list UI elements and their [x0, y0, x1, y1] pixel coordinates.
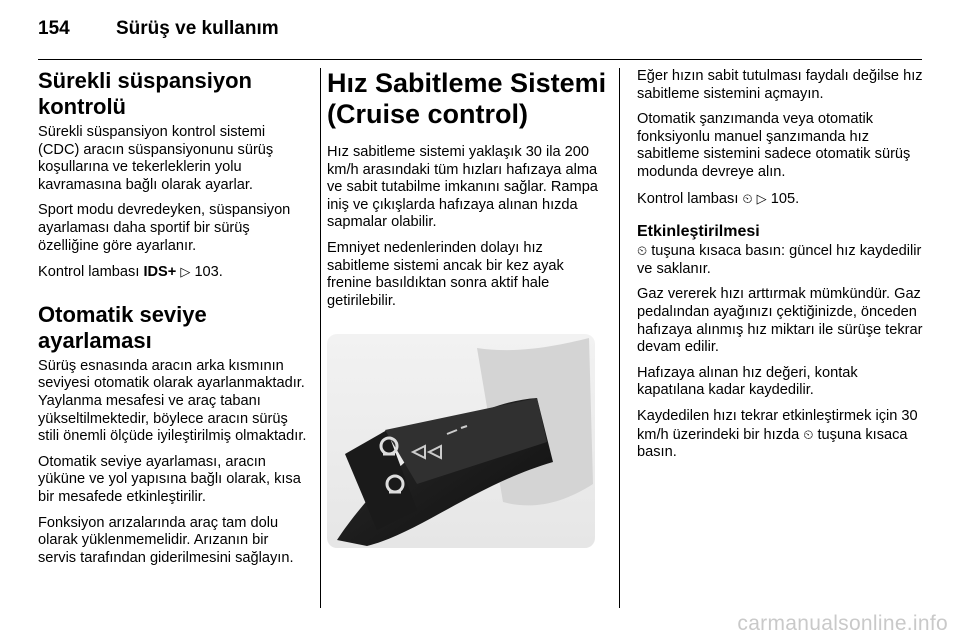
column-divider [320, 68, 321, 608]
heading-activation: Etkinleştirilmesi [637, 223, 760, 241]
paragraph: Sürüş esnasında aracın arka kısmının seviyesi otomatik olarak ayarlanmaktadır. Yaylanma mesafesi ve araç tabanı yükseltilmektedir, böylece aracın sürüş stili önemli ölçüde iyileştirilmiş olmaktadır. [38, 357, 307, 445]
triangle-ref-icon: ▷ [180, 264, 191, 280]
resume-icon: ⏲ [803, 426, 814, 442]
cruise-lever-illustration [327, 334, 595, 548]
triangle-ref-icon: ▷ [756, 190, 767, 206]
section-title: Sürüş ve kullanım [116, 18, 279, 39]
page-ref: 103. [194, 264, 223, 281]
column-left [38, 68, 310, 575]
column-right [637, 68, 927, 470]
paragraph [637, 242, 927, 278]
page-number: 154 [38, 18, 70, 39]
text: tuşuna kısaca basın: güncel hız kaydedilir ve saklanır. [637, 243, 922, 277]
paragraph: Sürekli süspansiyon kontrol sistemi (CDC) aracın süspansiyonunu sürüş koşullarına ve tekerleklerin yolu kavramasına bağlı olarak ayarlar. [38, 124, 274, 193]
text: Kaydedilen hızı tekrar etkinleştirmek için 30 km/h üzerindeki bir hızda [637, 407, 918, 443]
text: tuşuna kısaca basın. [637, 426, 908, 461]
page-ref: 105. [770, 190, 800, 207]
text: Kontrol lambası [637, 190, 743, 207]
heading-cdc: Sürekli süspansiyon kontrolü [38, 68, 252, 119]
column-divider [619, 68, 620, 608]
heading-cruise-control: Hız Sabitleme Sistemi (Cruise control) [327, 68, 607, 129]
column-middle [327, 68, 607, 554]
ids-lamp-label: IDS+ [143, 264, 177, 281]
paragraph: Hız sabitleme sistemi yaklaşık 30 ila 200 km/h arasındaki tüm hızları hafızaya alma ve sabit tutabilme imkanını sağlar. Rampa iniş ve çıkışlarda hafızaya alınan hızda sapmalar olabilir. [327, 144, 598, 231]
paragraph: Sport modu devredeyken, süspansiyon ayarlaması daha sportif bir sürüş özelliğine göre ayarlanır. [38, 202, 291, 254]
heading-level-control: Otomatik seviye ayarlaması [38, 301, 207, 353]
paragraph: Emniyet nedenlerinden dolayı hız sabitleme sistemi ancak bir kez ayak frenine basıldıktan sonra aktif hale getirilebilir. [327, 239, 564, 309]
text: Kontrol lambası [38, 264, 144, 281]
paragraph: Otomatik şanzımanda veya otomatik fonksiyonlu manuel şanzımanda hız sabitleme sistemini sadece otomatik sürüş modunda devreye alın. [637, 111, 911, 180]
paragraph [38, 263, 310, 282]
paragraph: Gaz vererek hızı arttırmak mümkündür. Gaz pedalından ayağınızı çektiğinizde, önceden hafızaya alınmış hız miktarı ile sürüşe tekrar devam edilir. [637, 286, 923, 356]
page-header [38, 18, 279, 40]
paragraph: Otomatik seviye ayarlaması, aracın yüküne ve yol yapısına bağlı olarak, kısa bir mesafede etkinleştirilir. [38, 453, 301, 505]
paragraph: Hafızaya alınan hız değeri, kontak kapatılana kadar kaydedilir. [637, 364, 858, 399]
paragraph: Eğer hızın sabit tutulması faydalı değilse hız sabitleme sistemini açmayın. [637, 68, 923, 102]
paragraph: Fonksiyon arızalarında araç tam dolu olarak yüklenmemelidir. Arızanın bir servis tarafından giderilmesini sağlayın. [38, 514, 294, 566]
paragraph [637, 408, 927, 462]
cruise-control-icon: ⏲ [637, 243, 648, 259]
watermark: carmanualsonline.info [737, 612, 948, 635]
paragraph [637, 190, 927, 209]
header-rule [38, 59, 922, 60]
cruise-control-icon: ⏲ [742, 190, 753, 206]
